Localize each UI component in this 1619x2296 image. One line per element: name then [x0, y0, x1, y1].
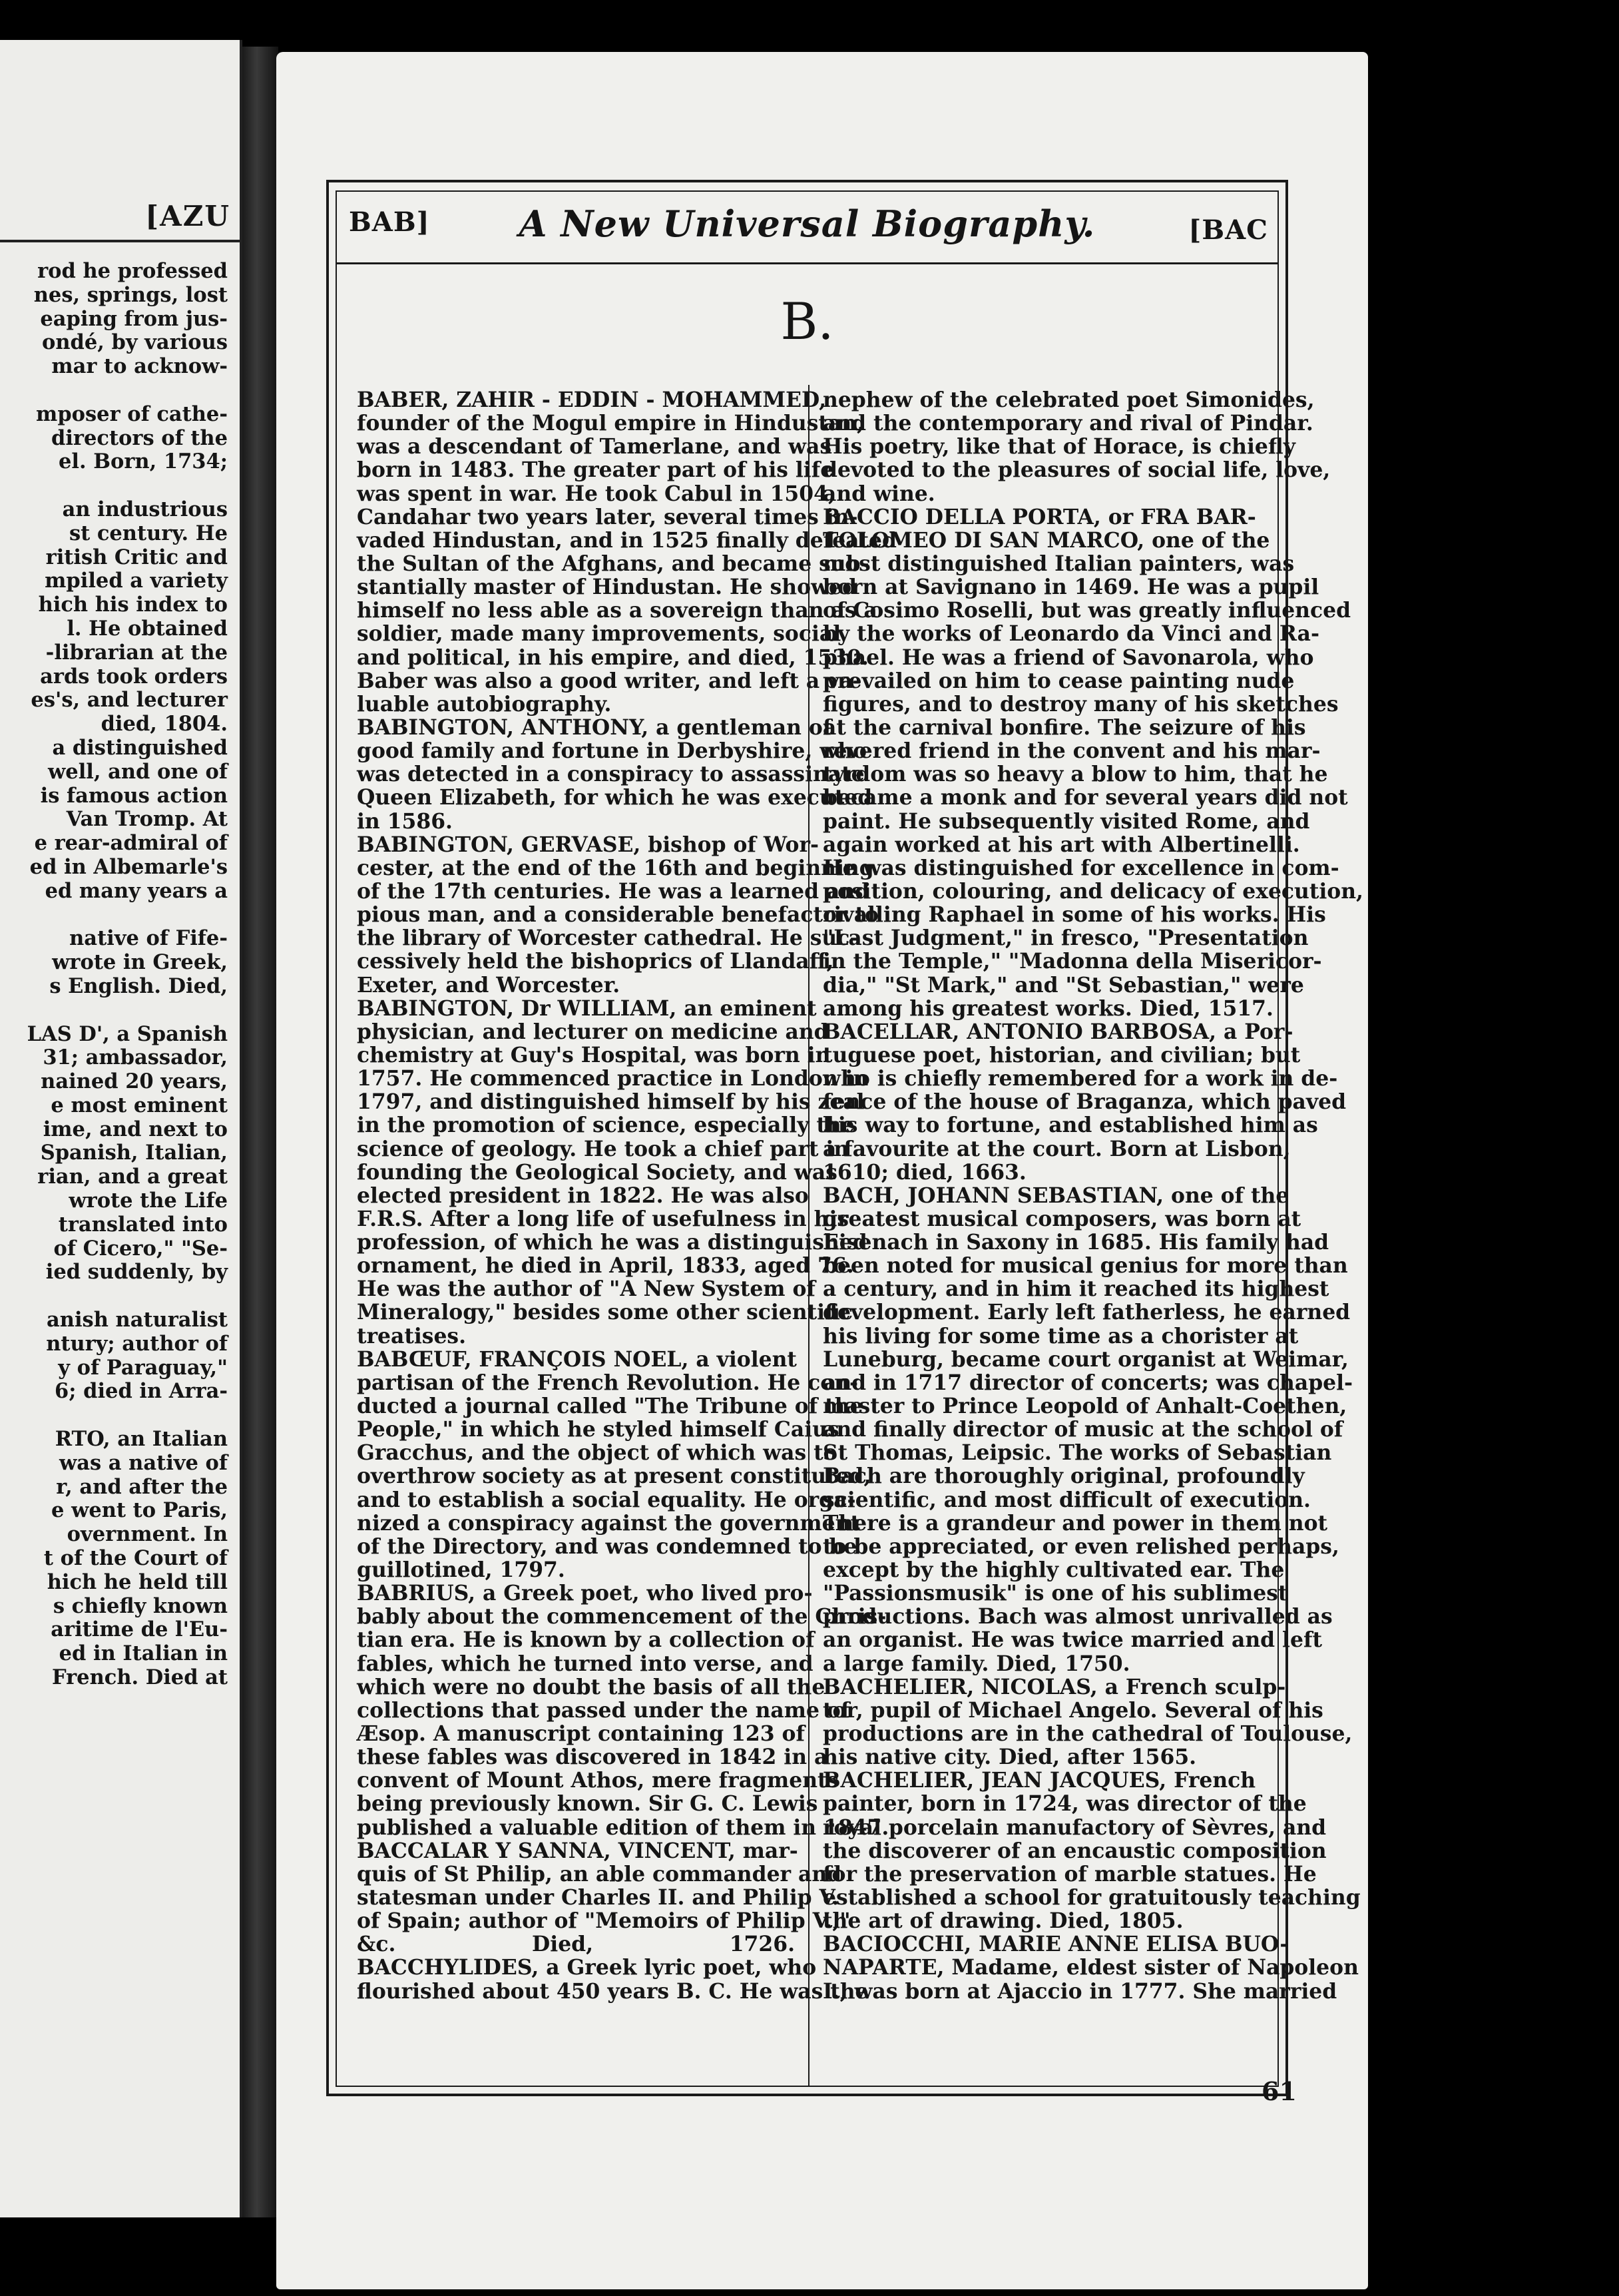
- text-line: is famous action: [40, 783, 228, 808]
- text-line: ied suddenly, by: [45, 1260, 228, 1285]
- text-line: tuguese poet, historian, and civilian; but: [823, 1043, 1301, 1067]
- text-line: I., was born at Ajaccio in 1777. She married: [823, 1979, 1337, 2004]
- text-line: translated into: [58, 1212, 228, 1237]
- text-line: been noted for musical genius for more than: [823, 1254, 1348, 1279]
- text-line: well, and one of: [48, 759, 228, 784]
- text-line: anish naturalist: [47, 1308, 228, 1332]
- text-line: BACHELIER, NICOLAS, a French sculp-: [823, 1675, 1286, 1699]
- text-line: founder of the Mogul empire in Hindustan,: [357, 412, 864, 436]
- text-line: y of Paraguay,": [58, 1355, 228, 1380]
- text-line: rian, and a great: [37, 1165, 228, 1189]
- text-line: s chiefly known: [53, 1593, 228, 1618]
- text-line: rivalling Raphael in some of his works. His: [823, 903, 1326, 928]
- text-line: cester, at the end of the 16th and beginning: [357, 856, 874, 880]
- header-rule: [337, 262, 1277, 264]
- text-line: wrote the Life: [69, 1189, 228, 1213]
- text-line: guillotined, 1797.: [357, 1558, 565, 1583]
- text-line: except by the highly cultivated ear. The: [823, 1558, 1285, 1583]
- text-line: became a monk and for several years did not: [823, 786, 1348, 810]
- text-line: st century. He: [69, 521, 228, 545]
- text-line: BACH, JOHANN SEBASTIAN, one of the: [823, 1183, 1289, 1208]
- text-line: was detected in a conspiracy to assassinate: [357, 762, 865, 787]
- text-line: in the promotion of science, especially the: [357, 1113, 855, 1138]
- text-line: mposer of cathe-: [36, 402, 228, 426]
- text-line: Bach are thoroughly original, profoundly: [823, 1464, 1305, 1489]
- text-line: BACIOCCHI, MARIE ANNE ELISA BUO-: [823, 1932, 1289, 1957]
- text-line: most distinguished Italian painters, was: [823, 551, 1295, 576]
- text-line: his way to fortune, and established him as: [823, 1113, 1318, 1138]
- text-column-right: [823, 388, 1363, 2004]
- text-line: dia," "St Mark," and "St Sebastian," were: [823, 973, 1304, 998]
- text-line: BABINGTON, Dr WILLIAM, an eminent: [357, 996, 817, 1021]
- text-line: wrote in Greek,: [52, 950, 228, 975]
- text-line: and in 1717 director of concerts; was chapel-: [823, 1370, 1353, 1395]
- text-line: master to Prince Leopold of Anhalt-Coethen,: [823, 1394, 1347, 1419]
- text-line: an industrious: [62, 497, 228, 521]
- text-line: stantially master of Hindustan. He showed: [357, 575, 857, 600]
- text-line: again worked at his art with Albertinelli.: [823, 832, 1300, 857]
- text-line: nephew of the celebrated poet Simonides,: [823, 388, 1315, 412]
- running-head-right: [BAC: [1188, 214, 1268, 246]
- text-line: scientific, and most difficult of execution.: [823, 1488, 1311, 1512]
- section-letter: B.: [780, 292, 834, 351]
- text-line: 1610; died, 1663.: [823, 1160, 1027, 1185]
- text-line: BABŒUF, FRANÇOIS NOEL, a violent: [357, 1347, 797, 1372]
- text-line: in the Temple," "Madonna della Misericor-: [823, 950, 1322, 974]
- text-line: born at Savignano in 1469. He was a pupil: [823, 575, 1319, 600]
- text-line: nained 20 years,: [41, 1069, 228, 1094]
- text-line: tian era. He is known by a collection of: [357, 1628, 815, 1653]
- text-line: died, 1804.: [101, 712, 228, 736]
- text-line: [0, 379, 228, 403]
- left-running-head: [AZU: [145, 200, 230, 232]
- text-line: his native city. Died, after 1565.: [823, 1745, 1197, 1770]
- text-line: of Cicero," "Se-: [53, 1236, 228, 1261]
- text-line: the library of Worcester cathedral. He suc-: [357, 926, 859, 951]
- text-line: BACCALAR Y SANNA, VINCENT, mar-: [357, 1839, 798, 1863]
- text-line: Van Tromp. At: [66, 807, 228, 832]
- text-line: and finally director of music at the school of: [823, 1418, 1343, 1442]
- text-line: fables, which he turned into verse, and: [357, 1651, 813, 1676]
- text-line: convent of Mount Athos, mere fragments: [357, 1769, 839, 1793]
- text-line: by the works of Leonardo da Vinci and Ra-: [823, 622, 1320, 647]
- text-line: Exeter, and Worcester.: [357, 973, 620, 998]
- text-line: collections that passed under the name of: [357, 1698, 850, 1723]
- text-line: of the 17th centuries. He was a learned and: [357, 879, 870, 904]
- text-line: and political, in his empire, and died, 1530.: [357, 645, 869, 670]
- text-line: t of the Court of: [43, 1546, 228, 1571]
- text-line: [0, 999, 228, 1023]
- text-line: RTO, an Italian: [55, 1427, 228, 1452]
- page-number: 61: [1262, 2076, 1297, 2106]
- text-line: and to establish a social equality. He orga-: [357, 1488, 856, 1512]
- text-line: a large family. Died, 1750.: [823, 1651, 1130, 1676]
- text-line: eaping from jus-: [40, 306, 228, 331]
- text-line: People," in which he styled himself Caius: [357, 1418, 839, 1442]
- text-line: BACCIO DELLA PORTA, or FRA BAR-: [823, 505, 1256, 529]
- text-line: profession, of which he was a distinguished: [357, 1231, 867, 1255]
- text-line: a favourite at the court. Born at Lisbon,: [823, 1137, 1291, 1161]
- text-line: was spent in war. He took Cabul in 1504,: [357, 481, 835, 506]
- text-line: [0, 904, 228, 928]
- text-line: figures, and to destroy many of his sketches: [823, 692, 1339, 717]
- text-line: mpiled a variety: [45, 569, 228, 593]
- text-line: overnment. In: [67, 1522, 228, 1547]
- text-line: pious man, and a considerable benefactor to: [357, 903, 879, 928]
- text-line: a distinguished: [52, 735, 228, 760]
- text-line: He was the author of "A New System of: [357, 1277, 815, 1302]
- text-line: revered friend in the convent and his mar-: [823, 739, 1321, 764]
- text-line: founding the Geological Society, and was: [357, 1160, 837, 1185]
- text-line: [0, 1404, 228, 1428]
- text-line: French. Died at: [52, 1665, 228, 1690]
- text-line: 31; ambassador,: [43, 1045, 228, 1070]
- text-line: productions are in the cathedral of Toulouse,: [823, 1722, 1353, 1747]
- text-line: 1797, and distinguished himself by his zeal: [357, 1090, 865, 1115]
- text-line: native of Fife-: [69, 926, 228, 951]
- text-line: r, and after the: [56, 1474, 228, 1499]
- text-line: mar to acknow-: [51, 354, 228, 379]
- text-line: ed many years a: [45, 878, 228, 903]
- page-frame: [326, 180, 1363, 2096]
- text-line: TOLOMEO DI SAN MARCO, one of the: [823, 528, 1270, 553]
- text-line: BABRIUS, a Greek poet, who lived pro-: [357, 1581, 813, 1606]
- text-line: BACHELIER, JEAN JACQUES, French: [823, 1769, 1256, 1793]
- text-line: cessively held the bishoprics of Llandaff,: [357, 950, 834, 974]
- text-line: a century, and in him it reached its highest: [823, 1277, 1329, 1302]
- text-line: was a native of: [59, 1450, 228, 1475]
- text-line: ime, and next to: [43, 1117, 228, 1141]
- text-line: fence of the house of Braganza, which paved: [823, 1090, 1347, 1115]
- text-line: Mineralogy," besides some other scientific: [357, 1300, 853, 1325]
- text-line: position, colouring, and delicacy of execution,: [823, 879, 1363, 904]
- book-gutter: [242, 47, 278, 2217]
- text-line: Baber was also a good writer, and left a va-: [357, 669, 861, 693]
- right-page: [276, 52, 1368, 2289]
- text-line: himself no less able as a sovereign than as a: [357, 599, 877, 623]
- text-line: -librarian at the: [45, 640, 228, 665]
- text-line: flourished about 450 years B. C. He was the: [357, 1979, 869, 2004]
- text-line: ed in Albemarle's: [29, 854, 228, 879]
- text-line: royal porcelain manufactory of Sèvres, and: [823, 1815, 1327, 1840]
- text-line: painter, born in 1724, was director of the: [823, 1792, 1307, 1817]
- text-line: 6; died in Arra-: [55, 1379, 228, 1404]
- text-line: partisan of the French Revolution. He con-: [357, 1370, 859, 1395]
- text-line: His poetry, like that of Horace, is chiefly: [823, 435, 1295, 459]
- text-line: these fables was discovered in 1842 in a: [357, 1745, 828, 1770]
- text-line: St Thomas, Leipsic. The works of Sebastian: [823, 1441, 1332, 1466]
- text-line: tor, pupil of Michael Angelo. Several of his: [823, 1698, 1323, 1723]
- text-line: BABINGTON, GERVASE, bishop of Wor-: [357, 832, 819, 857]
- text-line: greatest musical composers, was born at: [823, 1207, 1301, 1231]
- text-line: among his greatest works. Died, 1517.: [823, 996, 1273, 1021]
- text-line: prevailed on him to cease painting nude: [823, 669, 1295, 693]
- text-line: at the carnival bonfire. The seizure of his: [823, 715, 1306, 740]
- text-line: established a school for gratuitously teaching: [823, 1886, 1361, 1910]
- text-line: BABINGTON, ANTHONY, a gentleman of: [357, 715, 832, 740]
- text-line: Luneburg, became court organist at Weimar,: [823, 1347, 1349, 1372]
- text-line: e went to Paris,: [51, 1498, 228, 1523]
- text-line: bably about the commencement of the Chris-: [357, 1605, 887, 1629]
- text-line: development. Early left fatherless, he earned: [823, 1300, 1351, 1325]
- text-line: phael. He was a friend of Savonarola, who: [823, 645, 1314, 670]
- text-line: BACCHYLIDES, a Greek lyric poet, who: [357, 1956, 817, 1980]
- text-line: NAPARTE, Madame, eldest sister of Napoleon: [823, 1956, 1359, 1980]
- text-line: s English. Died,: [49, 974, 228, 998]
- text-line: good family and fortune in Derbyshire, who: [357, 739, 867, 764]
- text-line: l. He obtained: [67, 616, 228, 641]
- text-line: his living for some time as a chorister at: [823, 1324, 1299, 1348]
- text-line: There is a grandeur and power in them not: [823, 1511, 1328, 1536]
- text-line: hich he held till: [47, 1570, 228, 1594]
- text-line: devoted to the pleasures of social life, love,: [823, 458, 1331, 483]
- text-line: &c. Died, 1726.: [357, 1932, 795, 1957]
- text-line: and wine.: [823, 481, 935, 506]
- text-line: quis of St Philip, an able commander and: [357, 1862, 842, 1886]
- text-line: physician, and lecturer on medicine and: [357, 1019, 829, 1044]
- text-line: the art of drawing. Died, 1805.: [823, 1909, 1184, 1934]
- text-line: "Last Judgment," in fresco, "Presentation: [823, 926, 1309, 951]
- text-line: the Sultan of the Afghans, and became sub-: [357, 551, 869, 576]
- text-line: nized a conspiracy against the government: [357, 1511, 860, 1536]
- text-line: e most eminent: [51, 1093, 228, 1117]
- page-frame-inner: [336, 190, 1363, 2087]
- text-line: soldier, made many improvements, social: [357, 622, 841, 647]
- left-page-text: [0, 260, 228, 1690]
- text-line: He was distinguished for excellence in com-: [823, 856, 1339, 880]
- text-line: Æsop. A manuscript containing 123 of: [357, 1722, 805, 1747]
- text-line: aritime de l'Eu-: [51, 1617, 228, 1642]
- text-line: rod he professed: [37, 259, 228, 283]
- text-line: 1757. He commenced practice in London in: [357, 1067, 869, 1091]
- text-line: paint. He subsequently visited Rome, and: [823, 809, 1310, 834]
- text-line: Gracchus, and the object of which was to: [357, 1441, 837, 1466]
- text-line: treatises.: [357, 1324, 467, 1348]
- text-line: ondé, by various: [42, 330, 228, 355]
- text-line: F.R.S. After a long life of usefulness in his: [357, 1207, 849, 1231]
- text-line: luable autobiography.: [357, 692, 612, 717]
- text-line: Candahar two years later, several times in-: [357, 505, 858, 529]
- text-line: hich his index to: [38, 593, 228, 617]
- text-line: Eisenach in Saxony in 1685. His family had: [823, 1231, 1329, 1255]
- running-head-left: BAB]: [349, 206, 430, 238]
- text-line: ntury; author of: [46, 1331, 228, 1356]
- text-line: chemistry at Guy's Hospital, was born in: [357, 1043, 831, 1067]
- text-line: born in 1483. The greater part of his life: [357, 458, 834, 483]
- text-line: vaded Hindustan, and in 1525 finally defeated: [357, 528, 897, 553]
- page-title: A New Universal Biography.: [519, 202, 1096, 245]
- text-line: of Cosimo Roselli, but was greatly influenced: [823, 599, 1351, 623]
- text-line: of the Directory, and was condemned to be: [357, 1534, 857, 1559]
- text-line: Spanish, Italian,: [40, 1141, 228, 1165]
- text-line: BACELLAR, ANTONIO BARBOSA, a Por-: [823, 1019, 1293, 1044]
- text-line: es's, and lecturer: [31, 688, 228, 713]
- text-line: in 1586.: [357, 809, 453, 834]
- text-line: e rear-admiral of: [34, 831, 228, 856]
- text-line: to be appreciated, or even relished perhaps,: [823, 1534, 1339, 1559]
- text-line: published a valuable edition of them in 1847.: [357, 1815, 889, 1840]
- text-line: [0, 1285, 228, 1308]
- text-line: el. Born, 1734;: [59, 449, 228, 474]
- text-line: ards took orders: [40, 664, 228, 689]
- text-line: [0, 474, 228, 498]
- text-line: "Passionsmusik" is one of his sublimest: [823, 1581, 1288, 1606]
- text-line: an organist. He was twice married and left: [823, 1628, 1322, 1653]
- text-line: directors of the: [51, 426, 228, 450]
- text-line: overthrow society as at present constituted,: [357, 1464, 871, 1489]
- text-line: ed in Italian in: [59, 1641, 228, 1666]
- text-line: was a descendant of Tamerlane, and was: [357, 435, 832, 459]
- left-header-rule: [0, 240, 240, 242]
- text-line: science of geology. He took a chief part in: [357, 1137, 849, 1161]
- text-line: of Spain; author of "Memoirs of Philip V.,": [357, 1909, 851, 1934]
- text-line: elected president in 1822. He was also: [357, 1183, 809, 1208]
- text-line: ornament, he died in April, 1833, aged 76.: [357, 1254, 854, 1279]
- text-line: productions. Bach was almost unrivalled as: [823, 1605, 1333, 1629]
- text-line: ritish Critic and: [45, 545, 228, 569]
- text-line: statesman under Charles II. and Philip V.: [357, 1886, 839, 1910]
- text-line: who is chiefly remembered for a work in de-: [823, 1067, 1338, 1091]
- text-line: BABER, ZAHIR - EDDIN - MOHAMMED,: [357, 388, 827, 412]
- text-line: for the preservation of marble statues. He: [823, 1862, 1317, 1886]
- text-line: ducted a journal called "The Tribune of the: [357, 1394, 863, 1419]
- text-line: Queen Elizabeth, for which he was executed: [357, 786, 873, 810]
- text-line: LAS D', a Spanish: [27, 1021, 228, 1046]
- text-line: nes, springs, lost: [33, 282, 228, 307]
- text-line: being previously known. Sir G. C. Lewis: [357, 1792, 818, 1817]
- column-divider: [808, 385, 810, 2086]
- text-line: and the contemporary and rival of Pindar.: [823, 412, 1313, 436]
- left-page: [0, 40, 242, 2217]
- text-line: which were no doubt the basis of all the: [357, 1675, 825, 1699]
- text-line: tyrdom was so heavy a blow to him, that he: [823, 762, 1328, 787]
- text-line: the discoverer of an encaustic composition: [823, 1839, 1327, 1863]
